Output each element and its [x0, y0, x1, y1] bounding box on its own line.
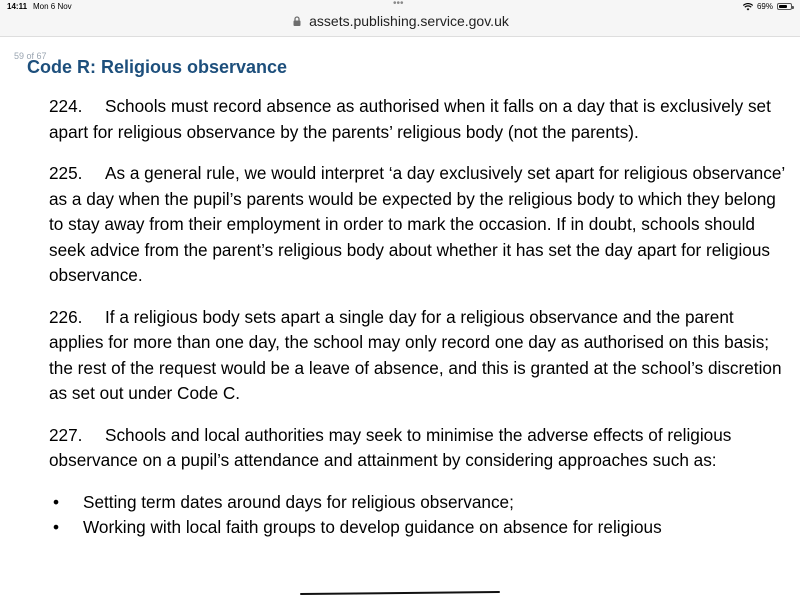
- lock-icon: [291, 15, 303, 27]
- battery-level: [779, 5, 787, 8]
- annotation-stroke: [300, 591, 500, 595]
- document-body: [49, 94, 789, 541]
- battery-icon: [777, 3, 792, 10]
- paragraph-number: 224.: [49, 96, 83, 116]
- wifi-icon: [743, 3, 753, 11]
- paragraph-text: If a religious body sets apart a single day for a religious observance and the parent applies for more than one day, the school may only record one day as authorised on this basis; the rest of the request would be a leave of absence, and this is granted at the school’s discretion as set out under Code C.: [49, 306, 782, 403]
- paragraph-225: [49, 161, 789, 289]
- paragraph-text: Schools must record absence as authorised when it falls on a day that is exclusively set apart for religious observance by the parents’ religious body (not the parents).: [49, 96, 771, 142]
- status-time: 14:11: [7, 2, 28, 11]
- status-indicators: [743, 2, 792, 11]
- paragraph-text: As a general rule, we would interpret ‘a day exclusively set apart for religious observance’ as a day when the pupil’s parents would be expected by the religious body to which they belong to stay away from their employment in order to mark the occasion. If in doubt, schools should seek advice from the parent’s religious body about whether it has set the day apart for religious observance.: [49, 163, 785, 285]
- section-heading: Code R: Religious observance: [27, 57, 288, 77]
- page-counter: 59 of 67: [14, 51, 47, 61]
- browser-top-bar: [0, 0, 800, 37]
- paragraph-224: [49, 94, 789, 145]
- paragraph-number: 226.: [49, 306, 83, 327]
- paragraph-226: [49, 305, 789, 407]
- paragraph-text: Schools and local authorities may seek to minimise the adverse effects of religious observance on a pupil’s attendance and attainment by considering approaches such as:: [49, 424, 732, 470]
- more-options-dots[interactable]: •••: [393, 0, 404, 9]
- bullet-list: [49, 490, 789, 541]
- paragraph-number: 225.: [49, 163, 83, 183]
- battery-percent: 69%: [756, 2, 773, 11]
- address-bar[interactable]: [0, 13, 800, 29]
- paragraph-number: 227.: [49, 424, 83, 445]
- list-item: • Setting term dates around days for religious observance;: [49, 490, 789, 516]
- paragraph-227: [49, 423, 789, 474]
- url-text[interactable]: assets.publishing.service.gov.uk: [309, 13, 509, 29]
- list-item: • Working with local faith groups to develop guidance on absence for religious: [49, 515, 789, 541]
- status-date: Mon 6 Nov: [33, 2, 72, 11]
